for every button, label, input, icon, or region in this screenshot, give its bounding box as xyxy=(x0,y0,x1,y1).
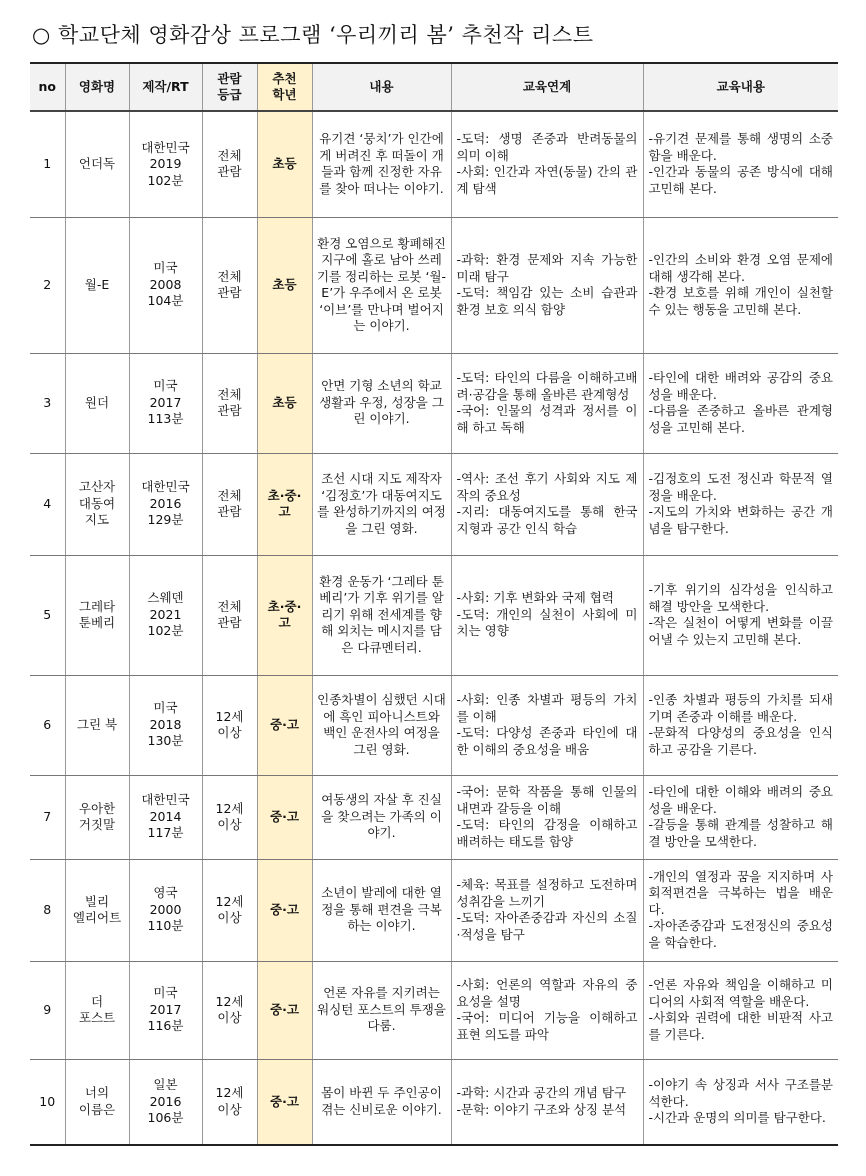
cell-production-line: 116분 xyxy=(147,1018,184,1034)
cell-link-line: -국어: 인물의 성격과 정서를 이해 하고 독해 xyxy=(456,403,638,435)
cell-production-line: 2016 xyxy=(149,1093,182,1109)
cell-title xyxy=(65,111,129,217)
header-link: 교육연계 xyxy=(451,63,643,111)
cell-rating xyxy=(202,111,257,217)
cell-production-line: 2018 xyxy=(149,716,182,732)
cell-target xyxy=(257,1059,312,1145)
cell-edu xyxy=(643,217,838,353)
cell-production-line: 2017 xyxy=(149,394,182,410)
recommendation-table xyxy=(30,62,838,1146)
cell-rating-line: 12세 xyxy=(215,993,244,1009)
cell-target-line: 초·중· xyxy=(267,598,302,614)
page-title: ○ 학교단체 영화감상 프로그램 ‘우리끼리 봄’ 추천작 리스트 xyxy=(32,23,594,47)
cell-production-line: 대한민국 xyxy=(141,792,190,808)
cell-production-line: 2014 xyxy=(149,808,182,824)
cell-edu-line: -인종 차별과 평등의 가치를 되새기며 존중과 이해를 배운다. xyxy=(648,692,833,724)
table-row xyxy=(30,961,838,1059)
cell-no: 10 xyxy=(30,1059,65,1145)
cell-link xyxy=(451,675,643,775)
cell-edu-line: -인간과 동물의 공존 방식에 대해 고민해 본다. xyxy=(648,164,833,196)
cell-content: 조선 시대 지도 제작자 ‘김정호’가 대동여지도를 완성하기까지의 여정을 그린 영화. xyxy=(312,453,451,555)
cell-link-line: -도덕: 생명 존중과 반려동물의 의미 이해 xyxy=(456,131,638,163)
cell-target-line: 중·고 xyxy=(270,1001,299,1017)
cell-production-line: 113분 xyxy=(147,411,184,427)
cell-target xyxy=(257,111,312,217)
cell-production-line: 2021 xyxy=(149,606,182,622)
cell-rating-line: 관람 xyxy=(217,504,242,519)
cell-target xyxy=(257,353,312,453)
cell-link-line: -도덕: 타인의 감정을 이해하고 배려하는 태도를 함양 xyxy=(456,817,638,849)
cell-edu-line: -타인에 대한 이해와 배려의 중요성을 배운다. xyxy=(648,784,833,816)
cell-target xyxy=(257,453,312,555)
cell-edu-line: -갈등을 통해 관계를 성찰하고 해결 방안을 모색한다. xyxy=(648,817,833,849)
cell-edu-line: -지도의 가치와 변화하는 공간 개념을 탐구한다. xyxy=(648,504,833,536)
cell-rating-line: 12세 xyxy=(215,1085,244,1101)
cell-title-line: 엘리어트 xyxy=(72,910,122,925)
cell-rating xyxy=(202,775,257,859)
cell-link xyxy=(451,1059,643,1145)
cell-target xyxy=(257,217,312,353)
cell-rating-line: 관람 xyxy=(217,285,242,300)
header-target-line2: 학년 xyxy=(272,87,297,102)
cell-production-line: 2019 xyxy=(149,156,182,171)
cell-link-line: -과학: 환경 문제와 지속 가능한 미래 탐구 xyxy=(456,252,638,284)
cell-title-line: 월-E xyxy=(84,276,110,292)
cell-rating-line: 이상 xyxy=(217,725,242,740)
cell-title xyxy=(65,859,129,961)
cell-rating-line: 12세 xyxy=(215,893,244,909)
cell-link-line: -사회: 언론의 역할과 자유의 중요성을 설명 xyxy=(456,977,638,1009)
cell-target xyxy=(257,675,312,775)
cell-target-line: 초등 xyxy=(272,156,297,171)
cell-rating-line: 전체 xyxy=(217,386,242,402)
cell-edu-line: -언론 자유와 책임을 이해하고 미디어의 사회적 역할을 배운다. xyxy=(648,977,833,1009)
header-rating-line2: 등급 xyxy=(217,87,242,102)
cell-production-line: 110분 xyxy=(147,918,184,934)
cell-rating-line: 이상 xyxy=(217,817,242,832)
cell-link xyxy=(451,353,643,453)
cell-content: 소년이 발레에 대한 열정을 통해 편견을 극복하는 이야기. xyxy=(312,859,451,961)
cell-rating xyxy=(202,961,257,1059)
cell-target-line: 초·중· xyxy=(267,487,302,503)
cell-edu-line: -인간의 소비와 환경 오염 문제에 대해 생각해 본다. xyxy=(648,252,833,284)
cell-rating-line: 이상 xyxy=(217,1010,242,1025)
cell-title xyxy=(65,961,129,1059)
cell-link-line: -도덕: 타인의 다름을 이해하고배려·공감을 통해 올바른 관계형성 xyxy=(456,370,638,402)
cell-no: 3 xyxy=(30,353,65,453)
cell-production xyxy=(129,675,202,775)
cell-rating xyxy=(202,1059,257,1145)
cell-link-line: -과학: 시간과 공간의 개념 탐구 xyxy=(456,1085,627,1101)
cell-production-line: 미국 xyxy=(153,700,178,716)
cell-title xyxy=(65,1059,129,1145)
cell-rating xyxy=(202,217,257,353)
cell-link-line: -도덕: 책임감 있는 소비 습관과 환경 보호 의식 함양 xyxy=(456,285,638,317)
cell-title-line: 대동여 xyxy=(78,495,116,511)
cell-production-line: 130분 xyxy=(147,733,184,749)
cell-production-line: 일본 xyxy=(153,1077,178,1092)
cell-edu-line: -유기견 문제를 통해 생명의 소중함을 배운다. xyxy=(648,131,833,163)
cell-target-line: 초등 xyxy=(272,394,297,410)
cell-production-line: 2000 xyxy=(149,901,182,917)
cell-edu-line: -작은 실천이 어떻게 변화를 이끌어낼 수 있는지 고민해 본다. xyxy=(648,615,833,647)
cell-no: 1 xyxy=(30,111,65,217)
cell-production-line: 영국 xyxy=(153,885,178,901)
cell-title-line: 이름은 xyxy=(78,1101,116,1117)
cell-production-line: 미국 xyxy=(153,378,178,394)
cell-edu xyxy=(643,1059,838,1145)
cell-production-line: 2008 xyxy=(149,276,182,292)
cell-target-line: 중·고 xyxy=(270,716,299,732)
cell-edu xyxy=(643,961,838,1059)
cell-edu-line: -사회와 권력에 대한 비판적 사고를 기른다. xyxy=(648,1010,833,1042)
table-body xyxy=(30,111,838,1145)
cell-rating-line: 이상 xyxy=(217,910,242,925)
cell-link xyxy=(451,961,643,1059)
cell-link xyxy=(451,111,643,217)
header-rating xyxy=(202,63,257,111)
cell-production-line: 대한민국 xyxy=(141,479,190,495)
cell-title-line: 그레타 xyxy=(78,598,116,614)
cell-production xyxy=(129,453,202,555)
cell-production-line: 미국 xyxy=(153,260,178,276)
cell-edu xyxy=(643,859,838,961)
cell-link xyxy=(451,453,643,555)
cell-rating xyxy=(202,859,257,961)
header-edu: 교육내용 xyxy=(643,63,838,111)
cell-edu xyxy=(643,775,838,859)
cell-content: 언론 자유를 지키려는 워싱턴 포스트의 투쟁을 다룸. xyxy=(312,961,451,1059)
cell-production-line: 117분 xyxy=(147,825,184,841)
cell-edu-line: -기후 위기의 심각성을 인식하고 해결 방안을 모색한다. xyxy=(648,582,833,614)
cell-title-line: 더 xyxy=(90,993,104,1009)
cell-link xyxy=(451,217,643,353)
table-row xyxy=(30,859,838,961)
cell-production-line: 102분 xyxy=(147,623,184,639)
cell-edu-line: -시간과 운명의 의미를 탐구한다. xyxy=(648,1110,826,1125)
cell-link-line: -도덕: 자아존중감과 자신의 소질·적성을 탐구 xyxy=(456,910,638,942)
cell-target xyxy=(257,859,312,961)
cell-rating-line: 12세 xyxy=(215,708,244,724)
cell-production xyxy=(129,775,202,859)
cell-rating-line: 12세 xyxy=(215,800,244,816)
cell-rating-line: 관람 xyxy=(217,403,242,418)
cell-production xyxy=(129,961,202,1059)
header-rating-line1: 관람 xyxy=(217,70,242,86)
header-no: no xyxy=(30,63,65,111)
header-production: 제작/RT xyxy=(129,63,202,111)
cell-title-line: 빌리 xyxy=(84,893,110,909)
cell-production xyxy=(129,353,202,453)
cell-no: 8 xyxy=(30,859,65,961)
cell-production-line: 미국 xyxy=(153,985,178,1001)
cell-target-line: 고 xyxy=(278,504,291,519)
cell-content: 환경 오염으로 황폐해진 지구에 홀로 남아 쓰레기를 정리하는 로봇 ‘월-E’가 우주에서 온 로봇 ‘이브’를 만나며 벌어지는 이야기. xyxy=(312,217,451,353)
cell-rating-line: 전체 xyxy=(217,268,242,284)
cell-link xyxy=(451,859,643,961)
cell-no: 5 xyxy=(30,555,65,675)
cell-production-line: 2017 xyxy=(149,1001,182,1017)
cell-link-line: -국어: 미디어 기능을 이해하고 표현 의도를 파악 xyxy=(456,1010,638,1042)
cell-production-line: 102분 xyxy=(147,172,184,188)
header-row xyxy=(30,63,838,111)
cell-title xyxy=(65,217,129,353)
cell-edu-line: -타인에 대한 배려와 공감의 중요성을 배운다. xyxy=(648,370,833,402)
cell-link-line: -사회: 기후 변화와 국제 협력 xyxy=(456,590,614,606)
header-content: 내용 xyxy=(312,63,451,111)
cell-rating-line: 관람 xyxy=(217,164,242,180)
cell-production-line: 2016 xyxy=(149,495,182,511)
table-row xyxy=(30,217,838,353)
cell-rating xyxy=(202,453,257,555)
cell-rating-line: 관람 xyxy=(217,615,242,630)
cell-production-line: 스웨덴 xyxy=(147,590,184,606)
cell-link xyxy=(451,775,643,859)
cell-title-line: 지도 xyxy=(84,512,110,528)
table-row xyxy=(30,453,838,555)
cell-title xyxy=(65,555,129,675)
table-row xyxy=(30,1059,838,1145)
cell-title-line: 그린 북 xyxy=(76,716,118,732)
cell-production-line: 106분 xyxy=(147,1110,184,1125)
cell-production xyxy=(129,217,202,353)
table-row xyxy=(30,555,838,675)
cell-target xyxy=(257,555,312,675)
cell-no: 6 xyxy=(30,675,65,775)
cell-production xyxy=(129,1059,202,1145)
cell-production xyxy=(129,859,202,961)
cell-production xyxy=(129,111,202,217)
cell-link-line: -사회: 인종 차별과 평등의 가치를 이해 xyxy=(456,692,638,724)
cell-content: 환경 운동가 ‘그레타 툰베리’가 기후 위기를 알리기 위해 전세계를 향해 외치는 메시지를 담은 다큐멘터리. xyxy=(312,555,451,675)
cell-title-line: 거짓말 xyxy=(78,817,116,832)
cell-edu xyxy=(643,353,838,453)
cell-title-line: 포스트 xyxy=(78,1010,116,1025)
cell-content: 안면 기형 소년의 학교 생활과 우정, 성장을 그린 이야기. xyxy=(312,353,451,453)
cell-edu-line: -이야기 속 상징과 서사 구조를분석한다. xyxy=(648,1077,833,1109)
cell-link-line: -도덕: 다양성 존중과 타인에 대한 이해의 중요성을 배움 xyxy=(456,725,638,757)
cell-rating-line: 전체 xyxy=(217,487,242,503)
header-target xyxy=(257,63,312,111)
header-target-line1: 추천 xyxy=(272,70,297,86)
cell-no: 9 xyxy=(30,961,65,1059)
cell-link-line: -체육: 목표를 설정하고 도전하며 성취감을 느끼기 xyxy=(456,877,638,909)
cell-title-line: 우아한 xyxy=(78,800,116,816)
cell-rating xyxy=(202,555,257,675)
cell-title-line: 너의 xyxy=(84,1085,110,1101)
cell-link-line: -사회: 인간과 자연(동물) 간의 관계 탐색 xyxy=(456,164,638,196)
cell-content: 유기견 ‘뭉치’가 인간에게 버려진 후 떠돌이 개들과 함께 진정한 자유를 찾아 떠나는 이야기. xyxy=(312,111,451,217)
cell-title-line: 고산자 xyxy=(78,479,116,495)
cell-target xyxy=(257,961,312,1059)
cell-edu xyxy=(643,555,838,675)
cell-no: 7 xyxy=(30,775,65,859)
table-row xyxy=(30,775,838,859)
cell-link-line: -도덕: 개인의 실천이 사회에 미치는 영향 xyxy=(456,606,638,639)
cell-edu xyxy=(643,453,838,555)
cell-target-line: 초등 xyxy=(272,276,297,292)
cell-rating xyxy=(202,353,257,453)
cell-rating-line: 전체 xyxy=(217,598,242,614)
header-title: 영화명 xyxy=(65,63,129,111)
cell-rating xyxy=(202,675,257,775)
cell-edu-line: -자아존중감과 도전정신의 중요성을 학습한다. xyxy=(648,918,833,950)
table-row xyxy=(30,111,838,217)
cell-edu xyxy=(643,111,838,217)
cell-target-line: 중·고 xyxy=(270,1093,299,1109)
cell-title xyxy=(65,675,129,775)
cell-content: 몸이 바뀐 두 주인공이 겪는 신비로운 이야기. xyxy=(312,1059,451,1145)
cell-title xyxy=(65,453,129,555)
cell-no: 2 xyxy=(30,217,65,353)
cell-content: 여동생의 자살 후 진실을 찾으려는 가족의 이야기. xyxy=(312,775,451,859)
cell-production xyxy=(129,555,202,675)
table-row xyxy=(30,675,838,775)
cell-rating-line: 전체 xyxy=(217,147,242,163)
cell-rating-line: 이상 xyxy=(217,1101,242,1117)
cell-content: 인종차별이 심했던 시대에 흑인 피아니스트와 백인 운전사의 여정을 그린 영화. xyxy=(312,675,451,775)
cell-edu-line: -김정호의 도전 정신과 학문적 열정을 배운다. xyxy=(648,471,833,503)
cell-no: 4 xyxy=(30,453,65,555)
cell-link-line: -지리: 대동여지도를 통해 한국 지형과 공간 인식 학습 xyxy=(456,504,638,536)
cell-title-line: 툰베리 xyxy=(78,615,116,630)
cell-production-line: 129분 xyxy=(147,512,184,528)
cell-target xyxy=(257,775,312,859)
cell-link-line: -국어: 문학 작품을 통해 인물의 내면과 갈등을 이해 xyxy=(456,784,638,816)
cell-link xyxy=(451,555,643,675)
cell-edu-line: -개인의 열정과 꿈을 지지하며 사회적편견을 극복하는 법을 배운다. xyxy=(648,868,833,917)
table-row xyxy=(30,353,838,453)
cell-title-line: 원더 xyxy=(84,394,110,410)
cell-edu-line: -환경 보호를 위해 개인이 실천할 수 있는 행동을 고민해 본다. xyxy=(648,285,833,317)
cell-production-line: 104분 xyxy=(147,293,184,309)
cell-edu xyxy=(643,675,838,775)
cell-title xyxy=(65,353,129,453)
cell-target-line: 고 xyxy=(278,615,291,630)
cell-edu-line: -문화적 다양성의 중요성을 인식하고 공감을 기른다. xyxy=(648,725,833,757)
cell-edu-line: -다름을 존중하고 올바른 관계형성을 고민해 본다. xyxy=(648,403,833,435)
cell-target-line: 중·고 xyxy=(270,808,299,824)
cell-link-line: -문학: 이야기 구조와 상징 분석 xyxy=(456,1101,627,1117)
cell-target-line: 중·고 xyxy=(270,901,299,917)
cell-link-line: -역사: 조선 후기 사회와 지도 제작의 중요성 xyxy=(456,471,638,503)
cell-title-line: 언더독 xyxy=(78,156,116,171)
cell-production-line: 대한민국 xyxy=(141,139,190,155)
cell-title xyxy=(65,775,129,859)
